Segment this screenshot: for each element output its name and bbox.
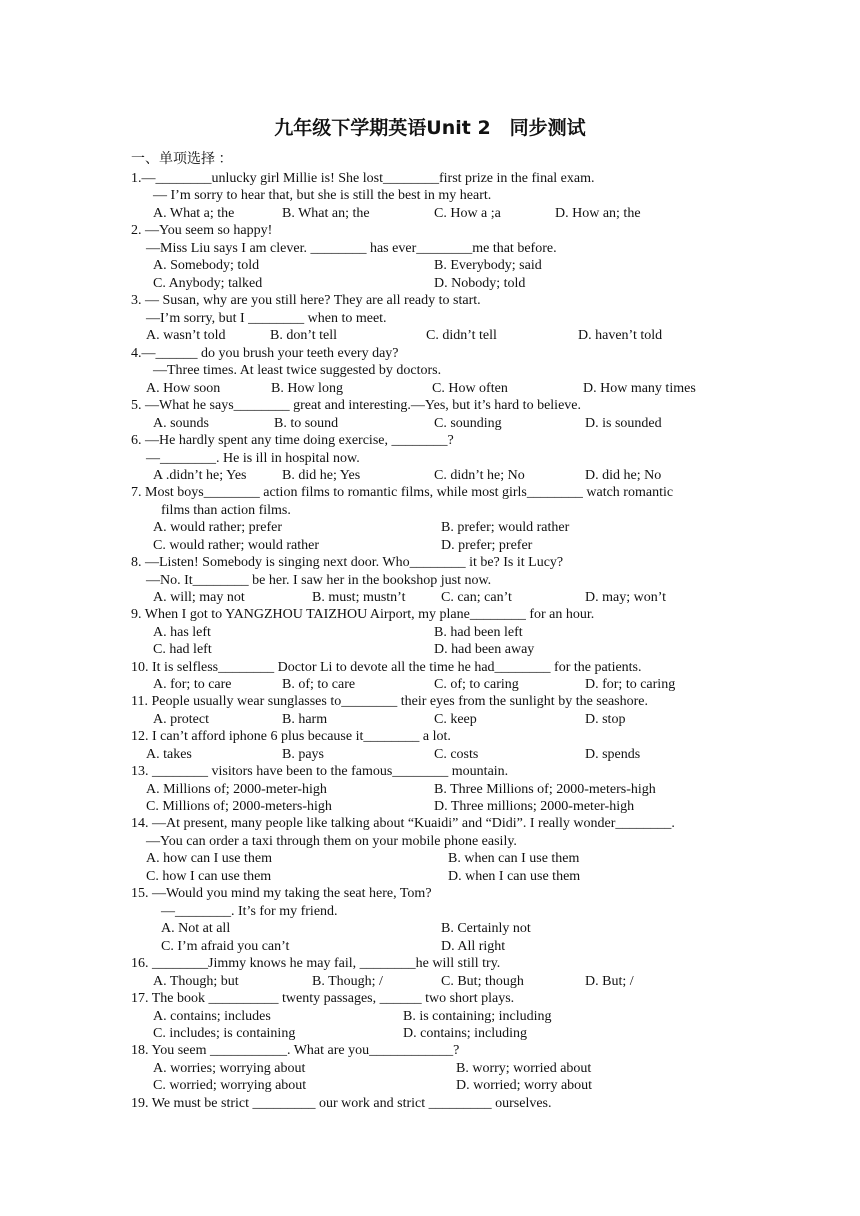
question-1-stem: 1.—________unlucky girl Millie is! She lost________first prize in the final exam. [131, 171, 595, 186]
question-5-option-b: B. to sound [274, 416, 339, 431]
section-heading: 一、单项选择 ： [131, 152, 233, 167]
question-5-stem: 5. —What he says________ great and interesting.—Yes, but it’s hard to believe. [131, 398, 581, 413]
question-18-stem: 18. You seem ___________. What are you____________? [131, 1043, 460, 1058]
question-2-stem-2: —Miss Liu says I am clever. ________ has ever________me that before. [146, 241, 557, 256]
question-3-stem: 3. — Susan, why are you still here? They are all ready to start. [131, 293, 481, 308]
question-10-option-d: D. for; to caring [585, 677, 676, 692]
question-4-stem-2: —Three times. At least twice suggested by doctors. [153, 363, 442, 378]
question-9-option-d: D. had been away [434, 642, 535, 657]
question-13-option-d: D. Three millions; 2000-meter-high [434, 799, 635, 814]
question-3-option-d: D. haven’t told [578, 328, 663, 343]
question-7-option-d: D. prefer; prefer [441, 538, 533, 553]
question-9-option-a: A. has left [153, 625, 211, 640]
question-7-option-c: C. would rather; would rather [153, 538, 320, 553]
question-5-option-c: C. sounding [434, 416, 502, 431]
question-2-option-d: D. Nobody; told [434, 276, 526, 291]
question-7-stem: 7. Most boys________ action films to romantic films, while most girls________ watch romantic [131, 485, 674, 500]
question-12-option-d: D. spends [585, 747, 641, 762]
question-4-option-b: B. How long [271, 381, 343, 396]
question-13-option-a: A. Millions of; 2000-meter-high [146, 782, 327, 797]
question-18-option-a: A. worries; worrying about [153, 1061, 306, 1076]
question-15-stem: 15. —Would you mind my taking the seat here, Tom? [131, 886, 432, 901]
question-19-stem: 19. We must be strict _________ our work and strict _________ ourselves. [131, 1096, 552, 1111]
question-17-option-a: A. contains; includes [153, 1009, 271, 1024]
question-1-option-c: C. How a ;a [434, 206, 501, 221]
question-2-option-b: B. Everybody; said [434, 258, 542, 273]
question-11-option-c: C. keep [434, 712, 477, 727]
question-14-option-a: A. how can I use them [146, 851, 272, 866]
question-13-option-b: B. Three Millions of; 2000-meters-high [434, 782, 656, 797]
question-15-stem-2: —________. It’s for my friend. [161, 904, 338, 919]
question-12-option-a: A. takes [146, 747, 192, 762]
question-8-option-a: A. will; may not [153, 590, 245, 605]
question-10-option-a: A. for; to care [153, 677, 232, 692]
question-13-stem: 13. ________ visitors have been to the famous________ mountain. [131, 764, 509, 779]
question-5-option-a: A. sounds [153, 416, 210, 431]
question-3-option-b: B. don’t tell [270, 328, 338, 343]
question-9-stem: 9. When I got to YANGZHOU TAIZHOU Airport, my plane________ for an hour. [131, 607, 595, 622]
question-11-option-b: B. harm [282, 712, 328, 727]
question-10-stem: 10. It is selfless________ Doctor Li to devote all the time he had________ for the patients. [131, 660, 642, 675]
question-3-option-c: C. didn’t tell [426, 328, 497, 343]
question-8-option-d: D. may; won’t [585, 590, 667, 605]
question-16-stem: 16. ________Jimmy knows he may fail, ________he will still try. [131, 956, 501, 971]
question-2-stem: 2. —You seem so happy! [131, 223, 273, 238]
question-14-option-c: C. how I can use them [146, 869, 272, 884]
question-4-option-c: C. How often [432, 381, 508, 396]
question-8-option-b: B. must; mustn’t [312, 590, 406, 605]
question-18-option-c: C. worried; worrying about [153, 1078, 307, 1093]
question-6-option-b: B. did he; Yes [282, 468, 361, 483]
question-9-option-b: B. had been left [434, 625, 523, 640]
question-16-option-c: C. But; though [441, 974, 524, 989]
question-10-option-c: C. of; to caring [434, 677, 519, 692]
question-6-option-d: D. did he; No [585, 468, 662, 483]
question-17-option-c: C. includes; is containing [153, 1026, 296, 1041]
question-17-option-b: B. is containing; including [403, 1009, 552, 1024]
question-18-option-d: D. worried; worry about [456, 1078, 593, 1093]
page-title: 九年级下学期英语Unit 2 同步测试 [274, 117, 586, 139]
question-15-option-d: D. All right [441, 939, 506, 954]
question-8-stem: 8. —Listen! Somebody is singing next door. Who________ it be? Is it Lucy? [131, 555, 564, 570]
question-8-stem-2: —No. It________ be her. I saw her in the bookshop just now. [146, 573, 492, 588]
question-15-option-a: A. Not at all [161, 921, 231, 936]
question-13-option-c: C. Millions of; 2000-meters-high [146, 799, 332, 814]
question-12-stem: 12. I can’t afford iphone 6 plus because it________ a lot. [131, 729, 451, 744]
question-2-option-a: A. Somebody; told [153, 258, 260, 273]
question-11-option-a: A. protect [153, 712, 209, 727]
question-15-option-b: B. Certainly not [441, 921, 531, 936]
question-11-option-d: D. stop [585, 712, 626, 727]
question-14-option-b: B. when can I use them [448, 851, 580, 866]
question-7-option-b: B. prefer; would rather [441, 520, 570, 535]
question-10-option-b: B. of; to care [282, 677, 356, 692]
question-4-option-d: D. How many times [583, 381, 696, 396]
question-1-stem-2: — I’m sorry to hear that, but she is still the best in my heart. [153, 188, 492, 203]
question-6-stem: 6. —He hardly spent any time doing exercise, ________? [131, 433, 454, 448]
question-3-stem-2: —I’m sorry, but I ________ when to meet. [146, 311, 387, 326]
question-11-stem: 11. People usually wear sunglasses to________ their eyes from the sunlight by the seashore. [131, 694, 648, 709]
question-7-option-a: A. would rather; prefer [153, 520, 283, 535]
question-6-option-c: C. didn’t he; No [434, 468, 525, 483]
question-7-stem-2: films than action films. [161, 503, 291, 518]
question-5-option-d: D. is sounded [585, 416, 662, 431]
question-17-option-d: D. contains; including [403, 1026, 528, 1041]
question-12-option-c: C. costs [434, 747, 479, 762]
question-2-option-c: C. Anybody; talked [153, 276, 263, 291]
question-12-option-b: B. pays [282, 747, 324, 762]
question-18-option-b: B. worry; worried about [456, 1061, 592, 1076]
question-17-stem: 17. The book __________ twenty passages, ______ two short plays. [131, 991, 515, 1006]
question-14-stem: 14. —At present, many people like talking about “Kuaidi” and “Didi”. I really wonder________. [131, 816, 675, 831]
question-1-option-d: D. How an; the [555, 206, 641, 221]
question-6-option-a: A .didn’t he; Yes [153, 468, 247, 483]
question-14-option-d: D. when I can use them [448, 869, 581, 884]
question-14-stem-2: —You can order a taxi through them on your mobile phone easily. [146, 834, 517, 849]
question-1-option-b: B. What an; the [282, 206, 370, 221]
question-15-option-c: C. I’m afraid you can’t [161, 939, 290, 954]
question-3-option-a: A. wasn’t told [146, 328, 226, 343]
question-6-stem-2: —________. He is ill in hospital now. [146, 451, 360, 466]
question-1-option-a: A. What a; the [153, 206, 235, 221]
question-16-option-a: A. Though; but [153, 974, 239, 989]
question-4-option-a: A. How soon [146, 381, 221, 396]
question-16-option-d: D. But; / [585, 974, 634, 989]
question-16-option-b: B. Though; / [312, 974, 383, 989]
question-4-stem: 4.—______ do you brush your teeth every day? [131, 346, 399, 361]
question-9-option-c: C. had left [153, 642, 212, 657]
question-8-option-c: C. can; can’t [441, 590, 512, 605]
